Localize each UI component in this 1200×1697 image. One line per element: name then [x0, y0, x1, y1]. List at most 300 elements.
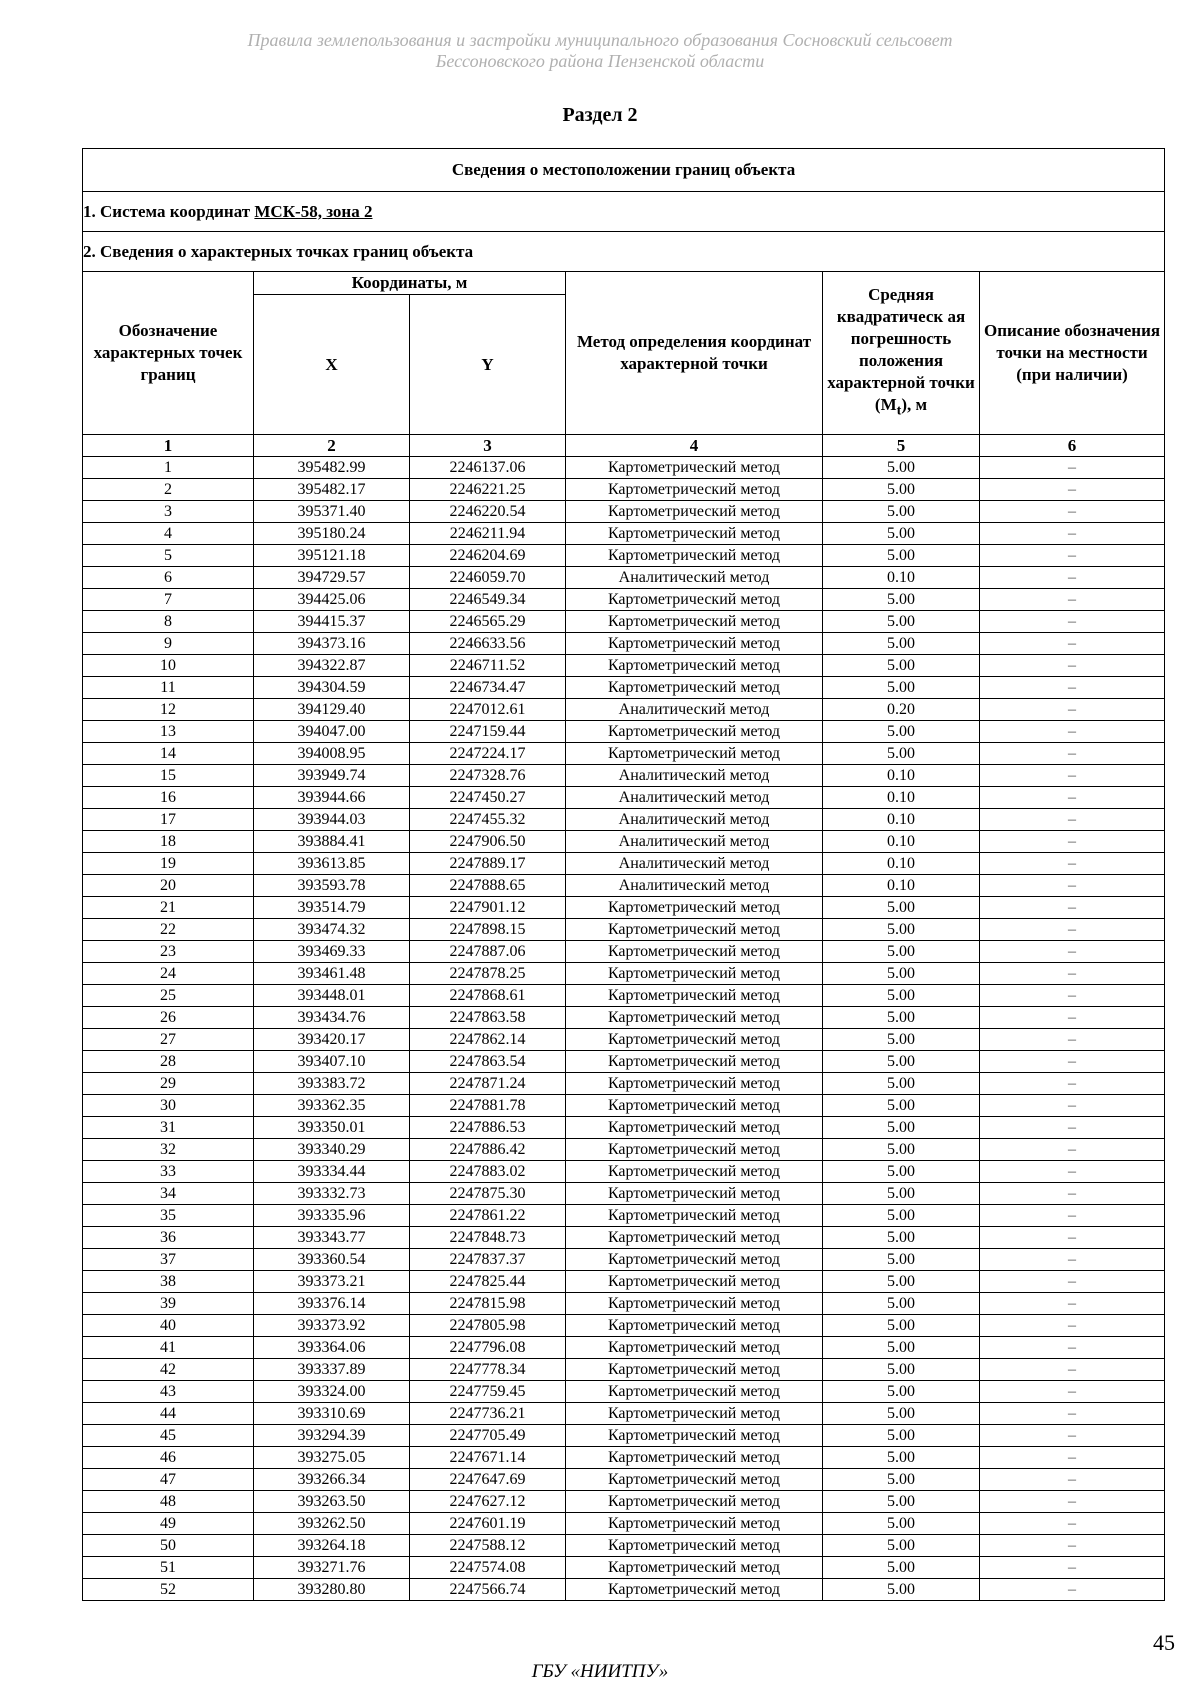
point-number: 33	[83, 1161, 254, 1183]
point-number: 24	[83, 963, 254, 985]
description: –	[980, 1095, 1165, 1117]
coord-y: 2247012.61	[410, 699, 566, 721]
point-number: 52	[83, 1579, 254, 1601]
point-number: 5	[83, 545, 254, 567]
coord-y: 2247805.98	[410, 1315, 566, 1337]
table-row	[83, 611, 1165, 633]
method: Картометрический метод	[566, 633, 823, 655]
point-number: 51	[83, 1557, 254, 1579]
table-row	[83, 985, 1165, 1007]
table-row	[83, 589, 1165, 611]
col-number: 6	[980, 435, 1165, 457]
error-value: 5.00	[823, 1007, 980, 1029]
coord-y: 2246565.29	[410, 611, 566, 633]
coord-y: 2247159.44	[410, 721, 566, 743]
description: –	[980, 611, 1165, 633]
error-value: 5.00	[823, 1513, 980, 1535]
running-header-line1: Правила землепользования и застройки муниципального образования Сосновский сельсовет	[247, 30, 953, 50]
coord-y: 2247574.08	[410, 1557, 566, 1579]
description: –	[980, 743, 1165, 765]
coord-x: 394322.87	[254, 655, 410, 677]
table-row	[83, 1447, 1165, 1469]
table-row	[83, 787, 1165, 809]
description: –	[980, 765, 1165, 787]
point-number: 25	[83, 985, 254, 1007]
point-number: 45	[83, 1425, 254, 1447]
table-row	[83, 479, 1165, 501]
coord-x: 393884.41	[254, 831, 410, 853]
coord-x: 394729.57	[254, 567, 410, 589]
header-point: Обозначение характерных точек границ	[83, 272, 254, 435]
description: –	[980, 1381, 1165, 1403]
point-number: 17	[83, 809, 254, 831]
coord-y: 2247825.44	[410, 1271, 566, 1293]
coord-x: 393266.34	[254, 1469, 410, 1491]
method: Аналитический метод	[566, 809, 823, 831]
description: –	[980, 831, 1165, 853]
point-number: 18	[83, 831, 254, 853]
coord-x: 393514.79	[254, 897, 410, 919]
error-value: 5.00	[823, 721, 980, 743]
method: Картометрический метод	[566, 1073, 823, 1095]
table-row	[83, 809, 1165, 831]
table-row	[83, 1183, 1165, 1205]
method: Картометрический метод	[566, 941, 823, 963]
coord-y: 2247450.27	[410, 787, 566, 809]
description: –	[980, 677, 1165, 699]
coord-x: 394425.06	[254, 589, 410, 611]
method: Картометрический метод	[566, 1381, 823, 1403]
error-value: 0.10	[823, 765, 980, 787]
point-number: 37	[83, 1249, 254, 1271]
coord-x: 394373.16	[254, 633, 410, 655]
table-row	[83, 919, 1165, 941]
header-error-subscript: t	[896, 402, 902, 419]
coord-y: 2247871.24	[410, 1073, 566, 1095]
table-row	[83, 1557, 1165, 1579]
error-value: 5.00	[823, 1469, 980, 1491]
table-row	[83, 457, 1165, 479]
coord-x: 393373.92	[254, 1315, 410, 1337]
coord-x: 393280.80	[254, 1579, 410, 1601]
error-value: 5.00	[823, 1227, 980, 1249]
method: Картометрический метод	[566, 721, 823, 743]
point-number: 6	[83, 567, 254, 589]
coord-x: 393275.05	[254, 1447, 410, 1469]
coord-x: 393593.78	[254, 875, 410, 897]
table-row	[83, 1051, 1165, 1073]
table-row	[83, 721, 1165, 743]
coord-x: 393360.54	[254, 1249, 410, 1271]
point-number: 29	[83, 1073, 254, 1095]
description: –	[980, 1315, 1165, 1337]
coord-y: 2247862.14	[410, 1029, 566, 1051]
coord-y: 2246221.25	[410, 479, 566, 501]
point-number: 12	[83, 699, 254, 721]
table-row	[83, 1315, 1165, 1337]
coord-x: 393944.66	[254, 787, 410, 809]
method: Аналитический метод	[566, 765, 823, 787]
error-value: 5.00	[823, 1139, 980, 1161]
coord-y: 2246633.56	[410, 633, 566, 655]
method: Аналитический метод	[566, 567, 823, 589]
error-value: 5.00	[823, 611, 980, 633]
table-row	[83, 1403, 1165, 1425]
error-value: 5.00	[823, 1425, 980, 1447]
description: –	[980, 567, 1165, 589]
error-value: 5.00	[823, 985, 980, 1007]
table-row	[83, 875, 1165, 897]
description: –	[980, 721, 1165, 743]
coord-system-row	[83, 192, 1165, 232]
point-number: 8	[83, 611, 254, 633]
table-row	[83, 1161, 1165, 1183]
error-value: 5.00	[823, 1249, 980, 1271]
coord-y: 2247837.37	[410, 1249, 566, 1271]
point-number: 46	[83, 1447, 254, 1469]
running-header	[0, 30, 1200, 72]
coord-y: 2247868.61	[410, 985, 566, 1007]
error-value: 5.00	[823, 941, 980, 963]
error-value: 5.00	[823, 919, 980, 941]
description: –	[980, 523, 1165, 545]
error-value: 5.00	[823, 545, 980, 567]
error-value: 5.00	[823, 1359, 980, 1381]
table-row	[83, 1227, 1165, 1249]
col-number: 2	[254, 435, 410, 457]
table-row	[83, 853, 1165, 875]
table-row	[83, 523, 1165, 545]
table-row	[83, 677, 1165, 699]
point-number: 16	[83, 787, 254, 809]
error-value: 5.00	[823, 1557, 980, 1579]
coord-x: 393407.10	[254, 1051, 410, 1073]
point-number: 10	[83, 655, 254, 677]
coord-x: 393364.06	[254, 1337, 410, 1359]
description: –	[980, 1293, 1165, 1315]
method: Картометрический метод	[566, 457, 823, 479]
method: Картометрический метод	[566, 1271, 823, 1293]
coord-x: 393271.76	[254, 1557, 410, 1579]
coord-x: 393350.01	[254, 1117, 410, 1139]
table-row	[83, 1007, 1165, 1029]
point-number: 26	[83, 1007, 254, 1029]
coord-x: 393264.18	[254, 1535, 410, 1557]
point-number: 23	[83, 941, 254, 963]
col-number: 1	[83, 435, 254, 457]
coord-y: 2247848.73	[410, 1227, 566, 1249]
description: –	[980, 1117, 1165, 1139]
coord-y: 2246137.06	[410, 457, 566, 479]
point-number: 42	[83, 1359, 254, 1381]
error-value: 5.00	[823, 1491, 980, 1513]
error-value: 5.00	[823, 1029, 980, 1051]
method: Картометрический метод	[566, 1447, 823, 1469]
coord-y: 2247224.17	[410, 743, 566, 765]
description: –	[980, 1271, 1165, 1293]
description: –	[980, 1249, 1165, 1271]
coord-y: 2247566.74	[410, 1579, 566, 1601]
header-description: Описание обозначения точки на местности (при наличии)	[980, 272, 1165, 435]
table-row	[83, 1249, 1165, 1271]
point-number: 41	[83, 1337, 254, 1359]
header-coordinates: Координаты, м	[254, 272, 566, 295]
table-row	[83, 1381, 1165, 1403]
error-value: 0.10	[823, 787, 980, 809]
coord-y: 2247863.54	[410, 1051, 566, 1073]
coord-x: 393434.76	[254, 1007, 410, 1029]
coord-y: 2247875.30	[410, 1183, 566, 1205]
description: –	[980, 1447, 1165, 1469]
coord-y: 2247886.42	[410, 1139, 566, 1161]
description: –	[980, 919, 1165, 941]
table-row	[83, 501, 1165, 523]
error-value: 0.10	[823, 853, 980, 875]
error-value: 5.00	[823, 633, 980, 655]
method: Картометрический метод	[566, 1205, 823, 1227]
point-number: 35	[83, 1205, 254, 1227]
method: Картометрический метод	[566, 985, 823, 1007]
error-value: 5.00	[823, 589, 980, 611]
coord-x: 393474.32	[254, 919, 410, 941]
method: Картометрический метод	[566, 1513, 823, 1535]
error-value: 5.00	[823, 1205, 980, 1227]
error-value: 5.00	[823, 1535, 980, 1557]
method: Картометрический метод	[566, 655, 823, 677]
coord-x: 393448.01	[254, 985, 410, 1007]
error-value: 5.00	[823, 1095, 980, 1117]
error-value: 5.00	[823, 1117, 980, 1139]
coord-y: 2246220.54	[410, 501, 566, 523]
description: –	[980, 1073, 1165, 1095]
description: –	[980, 875, 1165, 897]
method: Аналитический метод	[566, 787, 823, 809]
method: Картометрический метод	[566, 897, 823, 919]
coord-x: 393376.14	[254, 1293, 410, 1315]
point-number: 7	[83, 589, 254, 611]
description: –	[980, 1557, 1165, 1579]
table-row	[83, 1535, 1165, 1557]
table-row	[83, 1579, 1165, 1601]
error-value: 5.00	[823, 677, 980, 699]
section-title: Раздел 2	[562, 104, 638, 126]
method: Аналитический метод	[566, 875, 823, 897]
error-value: 5.00	[823, 1315, 980, 1337]
error-value: 0.10	[823, 875, 980, 897]
coord-y: 2247888.65	[410, 875, 566, 897]
coord-x: 393949.74	[254, 765, 410, 787]
table-row	[83, 765, 1165, 787]
point-number: 47	[83, 1469, 254, 1491]
description: –	[980, 545, 1165, 567]
method: Картометрический метод	[566, 743, 823, 765]
method: Картометрический метод	[566, 523, 823, 545]
coord-y: 2247778.34	[410, 1359, 566, 1381]
description: –	[980, 1029, 1165, 1051]
point-number: 15	[83, 765, 254, 787]
point-number: 32	[83, 1139, 254, 1161]
description: –	[980, 985, 1165, 1007]
coord-y: 2246734.47	[410, 677, 566, 699]
coord-x: 393944.03	[254, 809, 410, 831]
coord-y: 2247455.32	[410, 809, 566, 831]
point-number: 43	[83, 1381, 254, 1403]
description: –	[980, 479, 1165, 501]
description: –	[980, 1051, 1165, 1073]
table-row	[83, 1271, 1165, 1293]
description: –	[980, 655, 1165, 677]
coord-x: 395371.40	[254, 501, 410, 523]
col-number: 5	[823, 435, 980, 457]
coord-x: 395180.24	[254, 523, 410, 545]
coord-x: 394304.59	[254, 677, 410, 699]
boundary-points-table	[82, 148, 1165, 1601]
method: Картометрический метод	[566, 1315, 823, 1337]
point-number: 11	[83, 677, 254, 699]
error-value: 5.00	[823, 963, 980, 985]
method: Аналитический метод	[566, 699, 823, 721]
coord-y: 2247736.21	[410, 1403, 566, 1425]
point-number: 22	[83, 919, 254, 941]
error-value: 5.00	[823, 1271, 980, 1293]
method: Картометрический метод	[566, 1249, 823, 1271]
error-value: 0.10	[823, 809, 980, 831]
error-value: 5.00	[823, 1183, 980, 1205]
description: –	[980, 1205, 1165, 1227]
error-value: 5.00	[823, 1161, 980, 1183]
table-row	[83, 1293, 1165, 1315]
method: Картометрический метод	[566, 1183, 823, 1205]
table-row	[83, 743, 1165, 765]
coord-y: 2247759.45	[410, 1381, 566, 1403]
point-number: 40	[83, 1315, 254, 1337]
description: –	[980, 1161, 1165, 1183]
table-row	[83, 963, 1165, 985]
error-value: 5.00	[823, 1579, 980, 1601]
header-y: Y	[410, 295, 566, 435]
point-number: 44	[83, 1403, 254, 1425]
point-number: 2	[83, 479, 254, 501]
coord-x: 393469.33	[254, 941, 410, 963]
point-number: 27	[83, 1029, 254, 1051]
description: –	[980, 589, 1165, 611]
page-number: 45	[1153, 1630, 1175, 1655]
coord-y: 2246059.70	[410, 567, 566, 589]
description: –	[980, 457, 1165, 479]
coord-x: 393613.85	[254, 853, 410, 875]
method: Аналитический метод	[566, 831, 823, 853]
point-number: 49	[83, 1513, 254, 1535]
description: –	[980, 1227, 1165, 1249]
table-row	[83, 1337, 1165, 1359]
description: –	[980, 1469, 1165, 1491]
table-row	[83, 897, 1165, 919]
coord-y: 2247883.02	[410, 1161, 566, 1183]
header-error	[823, 272, 980, 435]
coord-x: 393335.96	[254, 1205, 410, 1227]
table-row	[83, 1117, 1165, 1139]
method: Картометрический метод	[566, 479, 823, 501]
method: Картометрический метод	[566, 919, 823, 941]
method: Картометрический метод	[566, 1403, 823, 1425]
description: –	[980, 1425, 1165, 1447]
coord-y: 2247671.14	[410, 1447, 566, 1469]
error-value: 5.00	[823, 457, 980, 479]
method: Картометрический метод	[566, 611, 823, 633]
coord-y: 2247901.12	[410, 897, 566, 919]
coord-y: 2247588.12	[410, 1535, 566, 1557]
col-number: 3	[410, 435, 566, 457]
coord-y: 2247861.22	[410, 1205, 566, 1227]
header-x: X	[254, 295, 410, 435]
error-value: 0.10	[823, 831, 980, 853]
description: –	[980, 1579, 1165, 1601]
coord-x: 394008.95	[254, 743, 410, 765]
point-number: 30	[83, 1095, 254, 1117]
table-row	[83, 1469, 1165, 1491]
method: Картометрический метод	[566, 1557, 823, 1579]
table-row	[83, 1491, 1165, 1513]
method: Аналитический метод	[566, 853, 823, 875]
error-value: 5.00	[823, 1073, 980, 1095]
method: Картометрический метод	[566, 545, 823, 567]
point-number: 9	[83, 633, 254, 655]
coord-x: 393337.89	[254, 1359, 410, 1381]
coord-system-label: 1. Система координат	[83, 201, 255, 221]
description: –	[980, 633, 1165, 655]
coord-y: 2247887.06	[410, 941, 566, 963]
method: Картометрический метод	[566, 1491, 823, 1513]
coord-y: 2246549.34	[410, 589, 566, 611]
description: –	[980, 699, 1165, 721]
error-value: 5.00	[823, 1293, 980, 1315]
point-number: 21	[83, 897, 254, 919]
error-value: 5.00	[823, 1337, 980, 1359]
table-row	[83, 633, 1165, 655]
method: Картометрический метод	[566, 1469, 823, 1491]
description: –	[980, 1007, 1165, 1029]
error-value: 5.00	[823, 501, 980, 523]
method: Картометрический метод	[566, 1359, 823, 1381]
coord-y: 2246711.52	[410, 655, 566, 677]
coord-y: 2247601.19	[410, 1513, 566, 1535]
header-method: Метод определения координат характерной точки	[566, 272, 823, 435]
table-row	[83, 1425, 1165, 1447]
coord-y: 2247328.76	[410, 765, 566, 787]
point-number: 50	[83, 1535, 254, 1557]
method: Картометрический метод	[566, 589, 823, 611]
description: –	[980, 501, 1165, 523]
point-number: 36	[83, 1227, 254, 1249]
coord-x: 393420.17	[254, 1029, 410, 1051]
coord-y: 2247796.08	[410, 1337, 566, 1359]
coord-y: 2246211.94	[410, 523, 566, 545]
coord-y: 2247878.25	[410, 963, 566, 985]
coord-x: 393324.00	[254, 1381, 410, 1403]
table-body	[83, 457, 1165, 1601]
description: –	[980, 853, 1165, 875]
coord-x: 394129.40	[254, 699, 410, 721]
method: Картометрический метод	[566, 1425, 823, 1447]
method: Картометрический метод	[566, 1161, 823, 1183]
method: Картометрический метод	[566, 1579, 823, 1601]
coord-x: 394047.00	[254, 721, 410, 743]
point-number: 4	[83, 523, 254, 545]
coord-y: 2247627.12	[410, 1491, 566, 1513]
coord-y: 2247863.58	[410, 1007, 566, 1029]
coord-x: 393362.35	[254, 1095, 410, 1117]
coord-x: 393262.50	[254, 1513, 410, 1535]
